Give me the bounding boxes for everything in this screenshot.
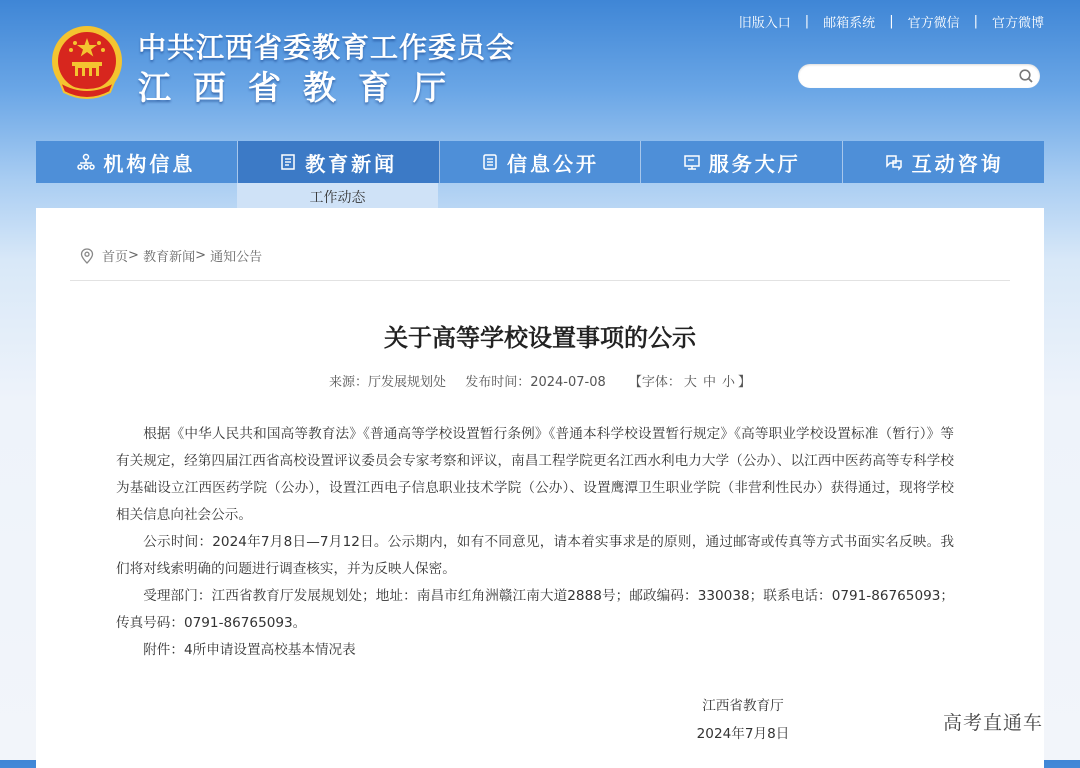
breadcrumb-separator: > (128, 248, 139, 263)
location-pin-icon (80, 248, 94, 264)
font-size-close: 】 (737, 375, 751, 390)
official-wechat-link[interactable]: 官方微信 (907, 16, 960, 31)
main-nav (36, 141, 1044, 183)
official-weibo-link[interactable]: 官方微博 (991, 16, 1044, 31)
watermark: 高考直通车 (943, 712, 1044, 734)
article-title: 关于高等学校设置事项的公示 (384, 324, 696, 352)
news-document-icon (279, 153, 297, 171)
old-version-link[interactable]: 旧版入口 (738, 16, 791, 31)
nav-item-service-hall[interactable] (641, 141, 843, 183)
article-attachment[interactable]: 附件：4所申请设置高校基本情况表 (143, 642, 356, 658)
article-paragraph: 公示时间：2024年7月8日—7月12日。公示期内，如有不同意见，请本着实事求是的原则，通过邮寄或传真等方式书面实名反映。我们将对线索明确的问题进行调查核实，并为反映人保密。 (116, 534, 954, 577)
nav-label: 教育新闻 (305, 151, 398, 176)
source-label: 来源： (329, 375, 369, 390)
chat-bubbles-icon (884, 153, 904, 171)
nav-item-info-disclosure[interactable] (440, 141, 642, 183)
article-signature: 江西省教育厅 (702, 698, 784, 714)
article-date (465, 375, 606, 390)
link-separator: | (889, 14, 894, 29)
breadcrumb-home[interactable]: 首页 (102, 250, 129, 265)
article-source (329, 375, 446, 390)
site-search (798, 64, 1040, 88)
info-list-icon (481, 153, 499, 171)
article-paragraph: 受理部门：江西省教育厅发展规划处；地址：南昌市红角洲赣江南大道2888号；邮政编码：330038；联系电话：0791-86765093；传真号码：0791-86765093。 (116, 588, 954, 631)
org-structure-icon (77, 153, 95, 171)
link-separator: | (804, 14, 810, 29)
article-meta (36, 371, 1044, 390)
nav-label: 机构信息 (103, 151, 196, 176)
search-input[interactable] (810, 64, 1014, 88)
article-sign-date: 2024年7月8日 (696, 726, 790, 742)
nav-label: 信息公开 (506, 151, 599, 176)
nav-item-interactive-consult[interactable] (843, 141, 1044, 183)
top-links (739, 12, 1044, 31)
font-size-control (629, 375, 751, 390)
search-icon[interactable] (1018, 68, 1034, 84)
font-size-medium-button[interactable]: 中 (702, 375, 716, 390)
site-title-department: 江西省教育厅 (138, 68, 468, 107)
monitor-service-icon (683, 153, 701, 171)
font-size-label: 【字体： (628, 375, 681, 390)
mail-system-link[interactable]: 邮箱系统 (823, 16, 876, 31)
nav-item-education-news[interactable] (238, 141, 440, 183)
article-paragraph: 根据《中华人民共和国高等教育法》《普通高等学校设置暂行条例》《普通本科学校设置暂行规定》《高等职业学校设置标准（暂行）》等有关规定，经第四届江西省高校设置评议委员会专家考察和评议，南昌工程学院更名江西水利电力大学（公办）、以江西中医药高等专科学校为基础设立江西医药学院（公办），设置江西电子信息职业技术学院（公办）、设置鹰潭卫生职业学院（非营利性民办）获得通过，现将学校相关信息向社会公示。 (116, 426, 954, 523)
font-size-large-button[interactable]: 大 (683, 375, 697, 390)
breadcrumb (80, 246, 262, 265)
font-size-small-button[interactable]: 小 (721, 375, 735, 390)
date-label: 发布时间： (465, 375, 531, 390)
date-value: 2024-07-08 (530, 375, 606, 390)
subnav-work-updates[interactable]: 工作动态 (237, 183, 438, 210)
national-emblem-icon (50, 24, 124, 104)
nav-label: 互动咨询 (911, 151, 1004, 176)
article-body (116, 421, 954, 664)
breadcrumb-separator: > (195, 248, 206, 263)
article-panel (36, 208, 1044, 768)
breadcrumb-divider (70, 280, 1010, 281)
site-emblem (50, 24, 124, 104)
nav-item-org-info[interactable] (36, 141, 238, 183)
source-value: 厅发展规划处 (368, 375, 447, 390)
breadcrumb-education-news[interactable]: 教育新闻 (143, 250, 196, 265)
breadcrumb-notices[interactable]: 通知公告 (210, 250, 263, 265)
link-separator: | (973, 14, 978, 29)
nav-label: 服务大厅 (708, 151, 801, 176)
site-title-committee: 中共江西省委教育工作委员会 (138, 31, 516, 64)
